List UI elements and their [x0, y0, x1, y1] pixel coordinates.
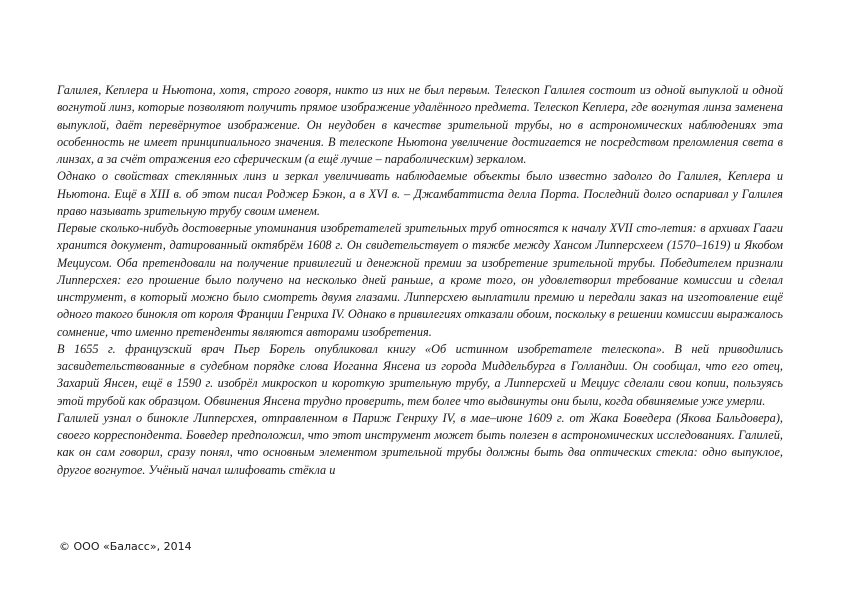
paragraph-3: Первые сколько-нибудь достоверные упоминания изобретателей зрительных труб относятся к началу XVII сто-летия: в архивах Гааги хранится документ, датированный октябрём 1608 г. Он свидетельствует о тяжбе между Хансом Липперсхеем (1570–1619) и Якобом Мециусом. Оба претендовали на получение привилегий и денежной премии за изобретение зрительной трубы. Победителем признали Липперсхея: его прошение было получено на несколько дней раньше, а кроме того, он удовлетворил требование комиссии и сделал инструмент, в который можно было смотреть двумя глазами. Липперсхею выплатили премию и передали заказ на изготовление ещё одного такого бинокля от короля Франции Генриха IV. Однако в привилегиях отказали обоим, поскольку в решении комиссии выражалось сомнение, что именно претенденты являются авторами изобретения. [57, 221, 783, 339]
paragraph-4: В 1655 г. французский врач Пьер Борель опубликовал книгу «Об истинном изобретателе телескопа». В ней приводились засвидетельствованные в судебном порядке слова Иоганна Янсена из города Миддельбурга в Голландии. Он сообщал, что его отец, Захарий Янсен, ещё в 1590 г. изобрёл микроскоп и короткую зрительную трубу, а Липперсхей и Мециус сделали свои копии, пользуясь этой трубой как образцом. Обвинения Янсена трудно проверить, тем более что выдвинуты они были, когда обвиняемые уже умерли. [57, 341, 783, 408]
body-text [57, 82, 783, 479]
paragraph-1: Галилея, Кеплера и Ньютона, хотя, строго говоря, никто из них не был первым. Телескоп Галилея состоит из одной выпуклой и одной вогнутой линз, которые позволяют получить прямое изображение удалённого предмета. Телескоп Кеплера, где вогнутая линза заменена выпуклой, даёт перевёрнутое изображение. Он неудобен в качестве зрительной трубы, но в астрономических наблюдениях эта особенность не имеет принципиального значения. В телескопе Ньютона увеличение достигается не посредством преломления света в линзах, а за счёт отражения его сферическим (а ещё лучше – параболическим) зеркалом. [57, 83, 783, 166]
copyright-footer: © ООО «Баласс», 2014 [59, 540, 192, 553]
paragraph-2: Однако о свойствах стеклянных линз и зеркал увеличивать наблюдаемые объекты было известно задолго до Галилея, Кеплера и Ньютона. Ещё в XIII в. об этом писал Роджер Бэкон, а в XVI в. – Джамбаттиста делла Порта. Последний долго оспаривал у Галилея право называть зрительную трубу своим именем. [57, 169, 783, 218]
paragraph-5: Галилей узнал о бинокле Липперсхея, отправленном в Париж Генриху IV, в мае–июне 1609 г. от Жака Боведера (Якова Бальдовера), своего корреспондента. Боведер предположил, что этот инструмент может быть полезен в астрономических исследованиях. Галилей, как он сам говорил, сразу понял, что основным элементом зрительной трубы должны быть два оптических стекла: одно выпуклое, другое вогнутое. Учёный начал шлифовать стёкла и [57, 410, 783, 477]
